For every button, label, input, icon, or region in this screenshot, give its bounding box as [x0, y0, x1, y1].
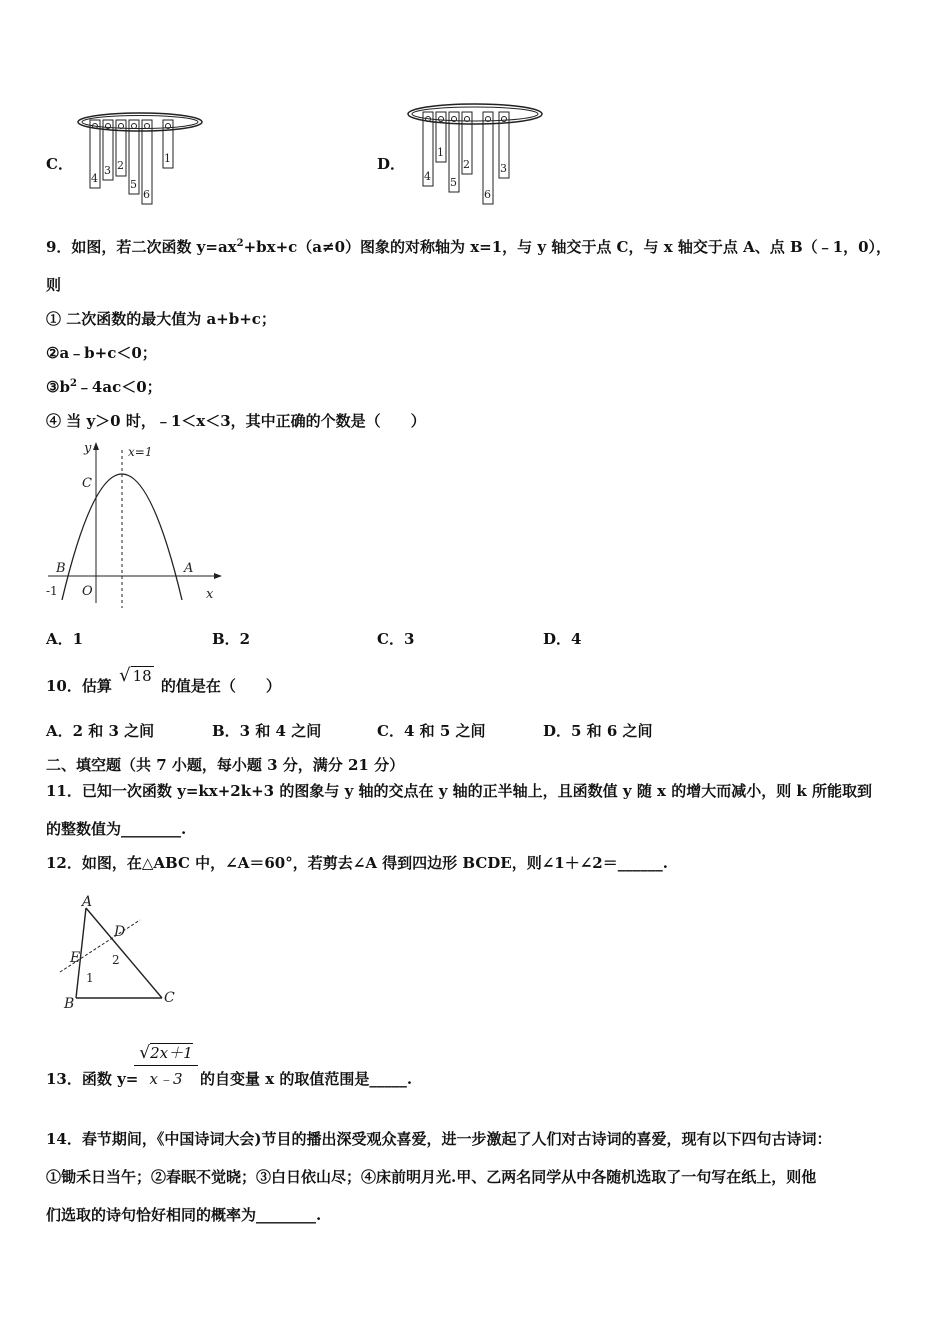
numerator-text: 2x＋1 — [150, 1044, 193, 1062]
q10-option-a[interactable]: A．2 和 3 之间 — [46, 722, 155, 740]
strip-label: 3 — [104, 164, 111, 177]
ring-strips-figure-c — [75, 106, 215, 208]
q10-option-c[interactable]: C．4 和 5 之间 — [377, 722, 486, 740]
q13-suffix: 的自变量 x 的取值范围是_____. — [200, 1070, 413, 1088]
neg-one-label: -1 — [46, 584, 58, 598]
option-d-label: D． — [377, 155, 406, 173]
q9-stem-part: 9．如图，若二次函数 y=ax — [46, 238, 237, 256]
q11-line-1: 11．已知一次函数 y=kx+2k+3 的图象与 y 轴的交点在 y 轴的正半轴上，且函数值 y 随 x 的增大而减小，则 k 所能取到 — [46, 782, 873, 800]
q9-stem-part: +bx+c（a≠0）图象的对称轴为 x=1，与 y 轴交于点 C，与 x 轴交于点 A、点 B（﹣1，0）， — [243, 238, 892, 256]
strip-label: 5 — [450, 176, 457, 189]
q9-option-b[interactable]: B．2 — [212, 630, 251, 648]
strip-label: 6 — [143, 188, 150, 201]
q9-statement-3 — [46, 376, 162, 397]
point-b-label: B — [56, 561, 66, 576]
q14-line-2: ①锄禾日当午；②春眠不觉晓；③白日依山尽；④床前明月光.甲、乙两名同学从中各随机选取了一句写在纸上，则他 — [46, 1168, 817, 1186]
strip-label: 2 — [117, 159, 124, 172]
option-c-label: C． — [46, 155, 73, 173]
vertex-c-label: C — [164, 990, 175, 1006]
q10-option-b[interactable]: B．3 和 4 之间 — [212, 722, 322, 740]
strip-label: 1 — [164, 152, 171, 165]
q10-stem — [46, 665, 281, 701]
q12-stem: 12．如图，在△ABC 中，∠A＝60°，若剪去∠A 得到四边形 BCDE，则∠1＋∠2＝______. — [46, 854, 668, 872]
y-label: y — [84, 441, 92, 456]
strip-label: 4 — [91, 172, 98, 185]
q9-statement-4: ④ 当 y＞0 时，﹣1＜x＜3，其中正确的个数是（ ） — [46, 412, 426, 430]
strip-label: 2 — [463, 158, 470, 171]
x-axis-arrow — [214, 573, 222, 579]
strip-label: 1 — [437, 146, 444, 159]
vertex-b-label: B — [64, 996, 75, 1012]
numerator — [134, 1042, 198, 1066]
section-heading: 二、填空题（共 7 小题，每小题 3 分，满分 21 分） — [46, 756, 405, 774]
q11-line-2: 的整数值为________. — [46, 820, 187, 838]
y-axis-arrow — [93, 442, 99, 450]
radical-sign: √ — [119, 665, 131, 686]
fraction — [134, 1042, 198, 1089]
q10-prefix: 10．估算 — [46, 677, 112, 695]
q9-option-c[interactable]: C．3 — [377, 630, 415, 648]
strip-label: 5 — [130, 178, 137, 191]
sqrt-expression — [119, 665, 154, 686]
q9-option-a[interactable]: A．1 — [46, 630, 84, 648]
superscript: 2 — [236, 238, 244, 249]
point-c-label: C — [82, 476, 92, 491]
triangle-figure — [58, 890, 188, 1015]
parabola-graph — [44, 438, 224, 610]
strip-label: 4 — [424, 170, 431, 183]
q9-option-d[interactable]: D．4 — [543, 630, 582, 648]
q14-line-1: 14．春节期间，《中国诗词大会)节目的播出深受观众喜爱，进一步激起了人们对古诗词的喜爱，现有以下四句古诗词： — [46, 1130, 832, 1148]
angle-1-label: 1 — [86, 971, 94, 985]
radicand: 18 — [132, 667, 152, 685]
q10-option-d[interactable]: D．5 和 6 之间 — [543, 722, 653, 740]
q9-stem — [46, 236, 891, 257]
q9-s3-part: ﹣4ac＜0； — [76, 378, 162, 396]
point-e-label: E — [70, 950, 81, 966]
denominator: x﹣3 — [149, 1070, 183, 1088]
point-a-label: A — [184, 561, 194, 576]
radical-sign: √ — [139, 1043, 151, 1063]
q9-s3-part: ③b — [46, 378, 70, 396]
q13-prefix: 13．函数 y= — [46, 1070, 139, 1088]
strip-label: 6 — [484, 188, 491, 201]
q9-statement-1: ① 二次函数的最大值为 a+b+c； — [46, 310, 276, 328]
ring-strips-figure-d — [405, 98, 549, 208]
vertex-a-label: A — [82, 894, 93, 910]
q14-line-3: 们选取的诗句恰好相同的概率为________. — [46, 1206, 322, 1224]
side-ac — [86, 908, 162, 998]
x-label: x — [206, 587, 214, 602]
origin-label: O — [82, 584, 93, 599]
q9-statement-2: ②a﹣b+c＜0； — [46, 344, 157, 362]
angle-2-label: 2 — [112, 953, 120, 967]
symmetry-label: x=1 — [128, 445, 153, 459]
point-d-label: D — [114, 924, 126, 940]
q10-suffix: 的值是在（ ） — [160, 677, 281, 695]
strip-label: 3 — [500, 162, 507, 175]
superscript: 2 — [69, 378, 77, 389]
q9-stem-cont: 则 — [46, 276, 62, 294]
